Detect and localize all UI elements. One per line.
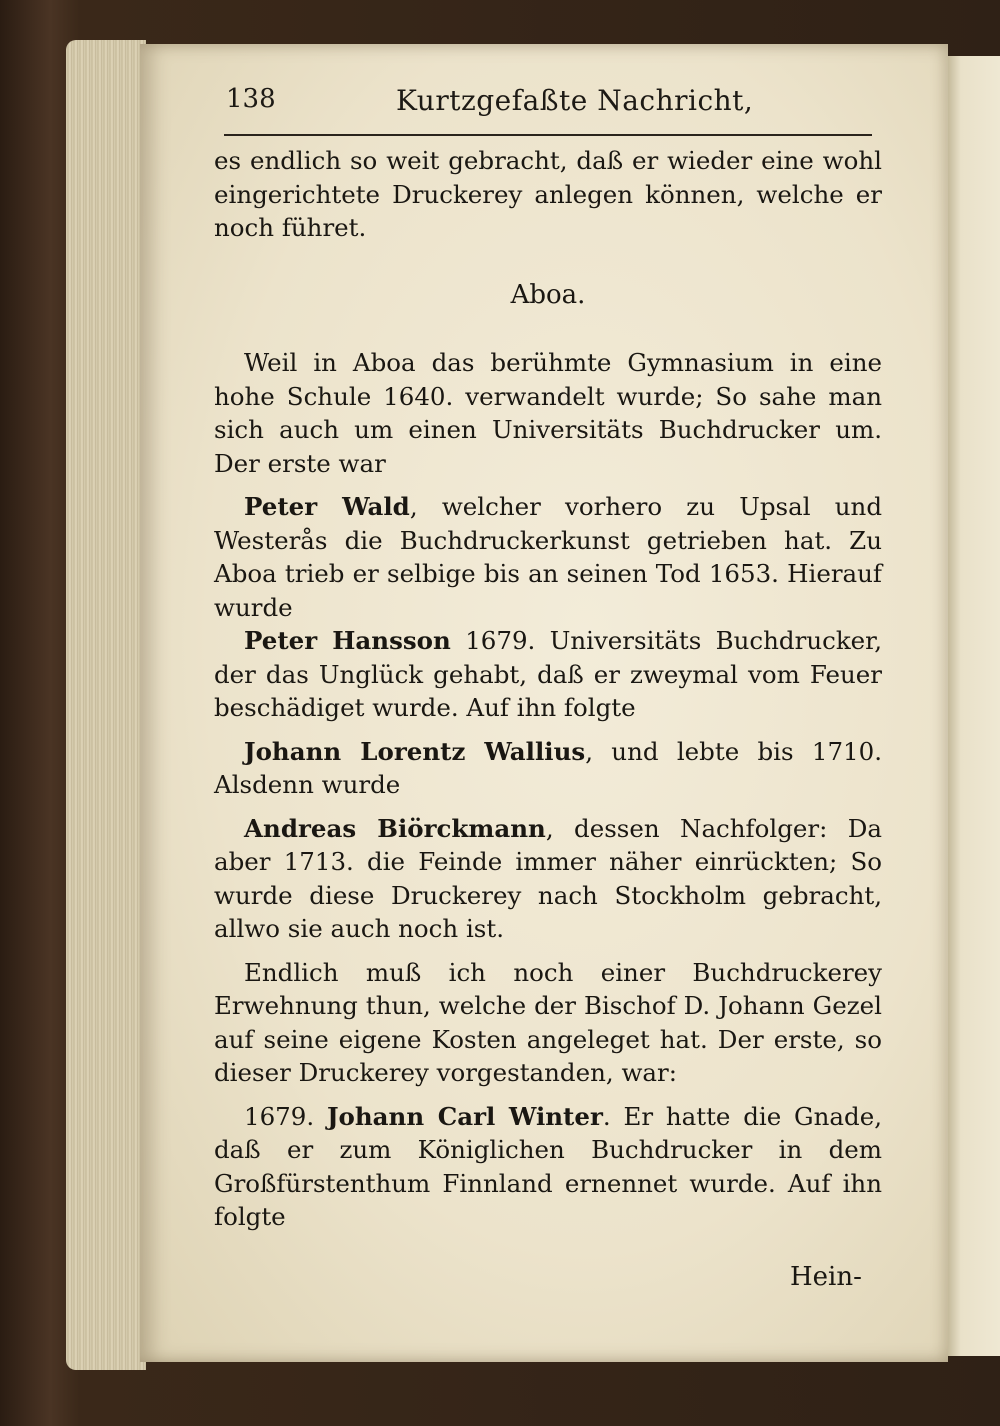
page-edges xyxy=(66,40,146,1370)
printer-name: Johann Carl Winter xyxy=(326,1101,603,1131)
section-heading: Aboa. xyxy=(510,279,586,310)
paragraph-continuation: es endlich so weit gebracht, daß er wieder eine wohl eingerichtete Druckerey anlegen können, welche er noch führet. xyxy=(214,146,882,242)
paragraph-text: . Er hatte die Gnade, daß er zum Königlichen Buchdrucker in dem Großfürstenthum Finnland ernennet wurde. Auf ihn folgte xyxy=(214,1101,882,1231)
running-title: Kurtzgefaßte Nachricht, xyxy=(396,84,754,117)
paragraph-gezel: Endlich muß ich noch einer Buchdruckerey Erwehnung thun, welche der Bischof D. Johann Gezel auf seine eigene Kosten angeleget hat. Der erste, so dieser Druckerey vorgestanden, war: xyxy=(214,957,882,1087)
paragraph-winter xyxy=(214,1100,882,1234)
paragraph-aboa-intro: Weil in Aboa das berühmte Gymnasium in eine hohe Schule 1640. verwandelt wurde; So sahe man sich auch um einen Universitäts Buchdrucker um. Der erste war xyxy=(214,348,882,478)
paragraph-peter-wald xyxy=(214,490,882,624)
printer-name: Peter Wald xyxy=(244,492,410,521)
paragraph-text: , welcher vorhero zu Upsal und Westerås die Buchdruckerkunst getrieben hat. Zu Aboa trieb er selbige bis an seinen Tod 1653. Hierauf wurde xyxy=(214,492,882,622)
running-head xyxy=(226,84,876,124)
paragraph-biorckmann xyxy=(214,812,882,946)
paragraph-text: , dessen Nachfolger: Da aber 1713. die Feinde immer näher einrückten; So wurde diese Druckerey nach Stockholm gebracht, allwo sie auch noch ist. xyxy=(214,813,883,943)
printer-name: Johann Lorentz Wallius xyxy=(244,736,586,766)
paragraph-peter-hansson xyxy=(214,624,882,725)
printer-name: Peter Hansson xyxy=(244,626,451,655)
paragraph-wallius xyxy=(214,735,882,802)
paragraph-text: , und lebte bis 1710. Alsdenn wurde xyxy=(214,736,883,799)
year-prefix: 1679. xyxy=(244,1101,327,1131)
facing-page-edge xyxy=(944,56,1000,1356)
paragraph-text: 1679. Universitäts Buchdrucker, der das Unglück gehabt, daß er zweymal vom Feuer beschädiget wurde. Auf ihn folgte xyxy=(214,626,882,722)
page-number: 138 xyxy=(226,84,276,114)
page-text xyxy=(214,144,882,1234)
printer-name: Andreas Biörckmann xyxy=(244,813,546,843)
catchword: Hein- xyxy=(790,1262,862,1292)
head-rule xyxy=(224,134,872,136)
